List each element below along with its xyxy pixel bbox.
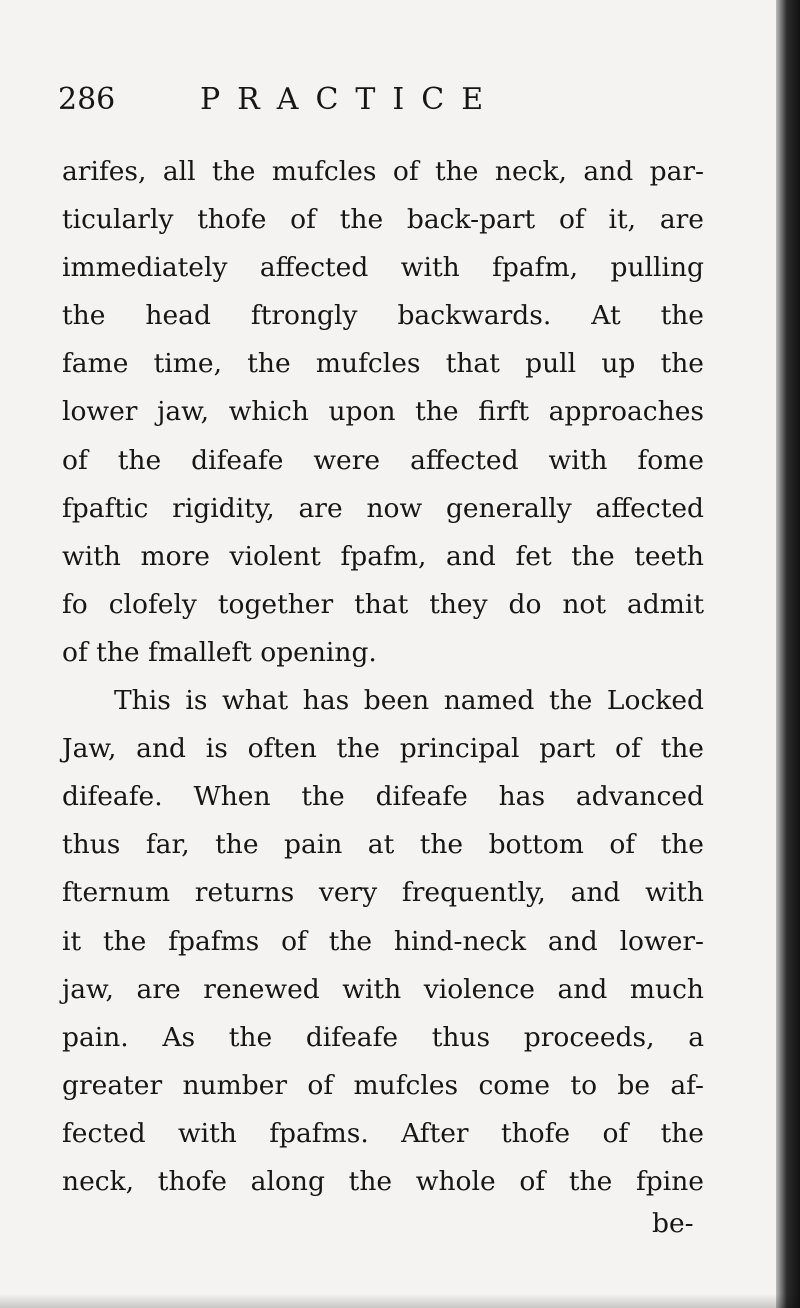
paragraph-start-line: This is what has been named the Locked — [114, 685, 704, 717]
text-line: of the difeafe were affected with fome — [62, 444, 704, 476]
text-line: Jaw, and is often the principal part of the — [62, 733, 704, 765]
text-line: ticularly thofe of the back-part of it, are — [62, 204, 704, 236]
text-line: immediately affected with fpafm, pulling — [62, 252, 704, 284]
running-head: PRACTICE — [200, 82, 501, 117]
text-line: jaw, are renewed with violence and much — [62, 973, 704, 1005]
text-line: with more violent fpafm, and fet the teeth — [62, 540, 704, 572]
text-line: fame time, the mufcles that pull up the — [62, 348, 704, 380]
paragraph-end-line: of the fmalleft opening. — [62, 636, 377, 668]
text-line: pain. As the difeafe thus proceeds, a — [62, 1021, 704, 1053]
text-line: fected with fpafms. After thofe of the — [62, 1117, 704, 1149]
text-line: arifes, all the mufcles of the neck, and par- — [62, 156, 704, 187]
text-line: it the fpafms of the hind-neck and lower- — [62, 925, 704, 957]
text-line: greater number of mufcles come to be af- — [62, 1069, 704, 1101]
page-header — [58, 78, 718, 122]
text-line: lower jaw, which upon the firft approaches — [62, 396, 704, 428]
page-bottom-shadow — [0, 1294, 800, 1308]
text-line: fternum returns very frequently, and with — [62, 877, 704, 909]
page-number: 286 — [58, 82, 116, 117]
text-line: thus far, the pain at the bottom of the — [62, 829, 704, 861]
text-line: fpaftic rigidity, are now generally affected — [62, 492, 704, 524]
catchword: be- — [652, 1208, 694, 1239]
text-line: the head ftrongly backwards. At the — [62, 300, 704, 332]
body-text — [62, 148, 704, 1206]
text-line: difeafe. When the difeafe has advanced — [62, 781, 704, 813]
page-edge-shadow — [776, 0, 800, 1308]
text-line: neck, thofe along the whole of the fpine — [62, 1165, 704, 1197]
text-line: fo clofely together that they do not admit — [62, 588, 704, 620]
